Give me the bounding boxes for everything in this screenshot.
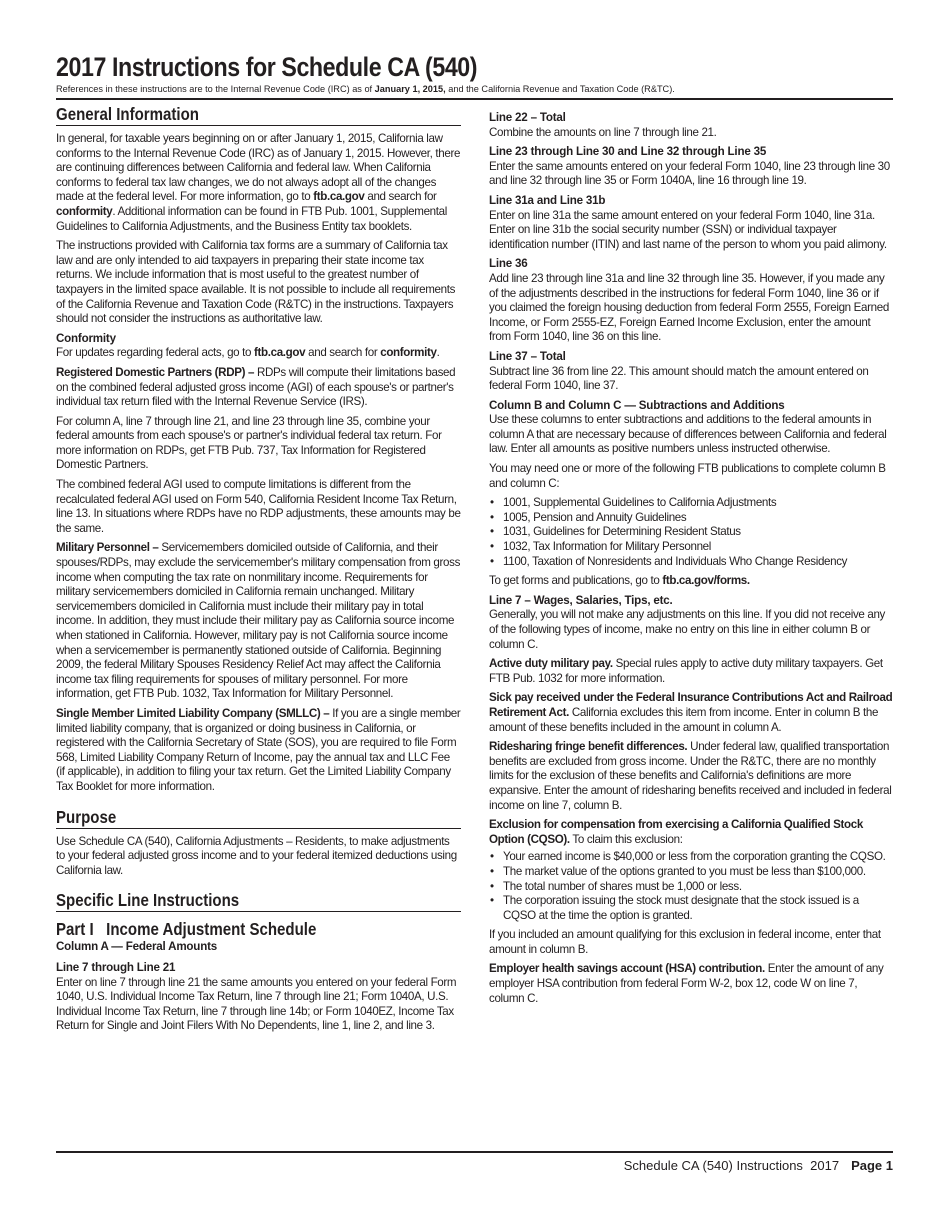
sick-pay-para [489, 691, 893, 735]
ftb-link[interactable]: ftb.ca.gov [253, 346, 306, 360]
line-7-heading: Line 7 – Wages, Salaries, Tips, etc. [489, 593, 673, 607]
line-31-heading: Line 31a and Line 31b [489, 193, 606, 207]
ridesharing-heading: Ridesharing fringe benefit differences. [489, 740, 688, 754]
cqso-list [489, 850, 893, 923]
text: Under federal law, qualified transportation benefits are excluded from gross income. Under the R&TC, there are no monthly limits for the exclusion of these benefits and California's definitions are more expansive. Enter the amount of ridesharing benefits received and included in federal income on line 7, column B. [489, 740, 892, 812]
list-item: • 1100, Taxation of Nonresidents and Individuals Who Change Residency [489, 555, 893, 570]
active-duty-heading: Active duty military pay. [489, 657, 613, 671]
line-23-heading: Line 23 through Line 30 and Line 32 through Line 35 [489, 145, 767, 159]
purpose-para: Use Schedule CA (540), California Adjustments – Residents, to make adjustments to your federal adjusted gross income and to your federal itemized deductions using California law. [56, 834, 457, 877]
text: To get forms and publications, go to [489, 574, 663, 588]
rdp-para-3: The combined federal AGI used to compute limitations is different from the recalculated federal AGI used on Form 540, California Resident Income Tax Return, line 13. In situations where RDPs have no RDP adjustments, these amounts may be the same. [56, 478, 461, 535]
text: California excludes this item from income. Enter in column B the amount of these benefits included in the amount in column A. [489, 705, 879, 734]
text: Special rules apply to active duty military taxpayers. Get FTB Pub. 1032 for more information. [489, 657, 883, 685]
text: Servicemembers domiciled outside of California, and their spouses/RDPs, may exclude the servicemember's military compensation from gross income when computing the tax rate on nonmilitary income. Requirements for military servicemembers domiciled in California remain unchanged. Military servicemembers domiciled in California must include their military pay in total income. In addition, they must include their military pay as California source income when stationed in California. However, military pay is not California source income when a servicemember is permanently stationed outside of California. Beginning 2009, the federal Military Spouses Residency Relief Act may affect the California income tax filing requirements for spouses of military personnel. For more information, get FTB Pub. 1032, Tax Information for Military Personnel. [56, 541, 461, 701]
cqso-heading: Exclusion for compensation from exercising a California Qualified Stock Option (CQSO). [489, 818, 863, 846]
cqso-after-para: If you included an amount qualifying for this exclusion in federal income, enter that amount in column B. [489, 928, 881, 956]
subtitle-text: References in these instructions are to the Internal Revenue Code (IRC) as of [56, 84, 375, 94]
smllc-para [56, 707, 461, 795]
purpose-heading: Purpose [56, 806, 117, 827]
forms-para [489, 574, 893, 589]
footer-text: Schedule CA (540) Instructions 2017 [623, 1158, 840, 1173]
line-37-heading: Line 37 – Total [489, 349, 566, 363]
line-22-para: Combine the amounts on line 7 through line 21. [489, 125, 717, 139]
line-22-heading: Line 22 – Total [489, 111, 566, 124]
text: and search for [364, 190, 437, 204]
list-item: • 1001, Supplemental Guidelines to California Adjustments [489, 496, 893, 511]
text: . [436, 346, 440, 360]
page-footer [624, 1158, 893, 1174]
page [56, 52, 893, 1202]
cqso-para [489, 818, 893, 847]
rdp-para-2: For column A, line 7 through line 21, and line 23 through line 35, combine your federal amounts from each spouse's or partner's individual federal tax return. For more information on RDPs, get FTB Pub. 737, Tax Information for Registered Domestic Partners. [56, 414, 442, 472]
text: and search for [305, 346, 381, 360]
specific-heading: Specific Line Instructions [56, 890, 240, 911]
text: If you are a single member limited liability company, that is organized or doing business in California, or registered with the California Secretary of State (SOS), you are required to file Form 568, Limited Liability Company Return of Income, pay the annual tax and LLC Fee (if applicable), in addition to filing your tax return. Get the Limited Liability Company Tax Booklet for more information. [56, 706, 461, 793]
conformity-heading: Conformity [56, 331, 116, 345]
general-heading-wrap [56, 104, 461, 126]
sick-pay-heading: Sick pay received under the Federal Insurance Contributions Act and Railroad Retirement Act. [489, 691, 893, 719]
list-item: • The corporation issuing the stock must designate that the stock issued is a CQSO at the time the option is granted. [489, 894, 893, 923]
subtitle-text-end: and the California Revenue and Taxation Code (R&TC). [445, 84, 675, 94]
text: RDPs will compute their limitations based on the combined federal adjusted gross income (AGI) of each spouse's or partner's individual tax return filed with the Internal Revenue Service (IRS). [56, 365, 456, 409]
column-a-heading: Column A — Federal Amounts [56, 940, 217, 954]
military-para [56, 541, 461, 702]
subtitle-date: January 1, 2015, [374, 84, 446, 94]
line-36-para: Add line 23 through line 31a and line 32 through line 35. However, if you made any of the adjustments described in the instructions for federal Form 1040, line 36 or if you claimed the foreign housing deduction from federal Form 2555, Foreign Earned Income, or Form 2555-EZ, Foreign Earned Income Exclusion, enter the amount from Form 1040, line 36 on this line. [489, 271, 889, 344]
specific-heading-wrap [56, 890, 461, 912]
right-column [489, 104, 893, 1011]
publications-intro: You may need one or more of the following FTB publications to complete column B and column C: [489, 462, 886, 490]
text: . Additional information can be found in FTB Pub. 1001, Supplemental Guidelines to California Adjustments, and the Business Entity tax booklets. [56, 204, 447, 233]
general-para-1 [56, 132, 461, 234]
ridesharing-para [489, 740, 893, 813]
text: For updates regarding federal acts, go to [56, 346, 254, 360]
line-7-para: Generally, you will not make any adjustments on this line. If you did not receive any of the following types of income, make no entry on this line in either column B or column C. [489, 608, 886, 651]
footer-rule [56, 1151, 893, 1153]
line-37-para: Subtract line 36 from line 22. This amount should match the amount entered on federal Form 1040, line 37. [489, 364, 869, 393]
conformity-para [56, 346, 461, 361]
document-title: 2017 Instructions for Schedule CA (540) [56, 52, 478, 82]
hsa-heading: Employer health savings account (HSA) contribution. [489, 962, 765, 976]
conformity-term: conformity [380, 346, 437, 360]
text: To claim this exclusion: [569, 832, 683, 846]
part-one-heading: Part I Income Adjustment Schedule [56, 919, 317, 940]
line-23-para: Enter the same amounts entered on your federal Form 1040, line 23 through line 30 and line 32 through line 35 or Form 1040A, line 16 through line 19. [489, 159, 890, 188]
rdp-para [56, 366, 461, 410]
title-rule [56, 98, 893, 100]
line-7-21-para: Enter on line 7 through line 21 the same amounts you entered on your federal Form 1040, U.S. Individual Income Tax Return, line 7 through line 21; Form 1040A, U.S. Individual Income Tax Return, line 7 through line 14b; or Form 1040EZ, Income Tax Return for Single and Joint Filers With No Dependents, line 1, line 2, and line 3. [56, 975, 457, 1033]
conformity-term: conformity [56, 204, 113, 218]
line-7-21-heading: Line 7 through Line 21 [56, 960, 176, 974]
general-para-2: The instructions provided with California tax forms are a summary of California tax law and are only intended to aid taxpayers in preparing their state income tax returns. We include information that is most useful to the greatest number of taxpayers in the limited space available. It is not possible to include all requirements of the California Revenue and Taxation Code (R&TC) in the instructions. Taxpayers should not consider the instructions as authoritative law. [56, 239, 456, 326]
list-item: • The market value of the options granted to you must be less than $100,000. [489, 865, 893, 880]
list-item: • 1005, Pension and Annuity Guidelines [489, 511, 893, 526]
ftb-link[interactable]: ftb.ca.gov [313, 190, 365, 204]
line-36-heading: Line 36 [489, 257, 528, 271]
smllc-heading: Single Member Limited Liability Company (SMLLC) – [56, 706, 333, 720]
publications-list [489, 496, 893, 569]
page-number: Page 1 [851, 1158, 893, 1173]
purpose-heading-wrap [56, 807, 461, 829]
list-item: • 1031, Guidelines for Determining Resident Status [489, 525, 893, 540]
hsa-para [489, 962, 893, 1006]
ftb-forms-link[interactable]: ftb.ca.gov/forms. [662, 574, 750, 588]
active-duty-para [489, 657, 893, 686]
document-subtitle [56, 83, 893, 95]
column-bc-para: Use these columns to enter subtractions and additions to the federal amounts in column A that are necessary because of differences between California and federal law. Enter all amounts as positive numbers unless instructed otherwise. [489, 413, 887, 456]
rdp-heading: Registered Domestic Partners (RDP) – [56, 365, 257, 379]
military-heading: Military Personnel – [56, 541, 162, 555]
text: Enter the amount of any employer HSA contribution from federal Form W-2, box 12, code W on line 7, column C. [489, 962, 884, 1005]
left-column [56, 104, 461, 1039]
column-bc-heading: Column B and Column C — Subtractions and Additions [489, 398, 785, 412]
list-item: • The total number of shares must be 1,000 or less. [489, 880, 893, 895]
line-31-para: Enter on line 31a the same amount entered on your federal Form 1040, line 31a. Enter on line 31b the social security number (SSN) or individual taxpayer identification number (ITIN) and last name of the person to whom you paid alimony. [489, 208, 887, 251]
text: In general, for taxable years beginning on or after January 1, 2015, California law conforms to the Internal Revenue Code (IRC) as of January 1, 2015. However, there are continuing differences between California and federal law. When California conforms to federal tax law changes, we do not always adopt all of the changes made at the federal level. For more information, go to [56, 132, 461, 204]
list-item: • 1032, Tax Information for Military Personnel [489, 540, 893, 555]
list-item: • Your earned income is $40,000 or less from the corporation granting the CQSO. [489, 850, 893, 865]
general-heading: General Information [56, 104, 200, 124]
